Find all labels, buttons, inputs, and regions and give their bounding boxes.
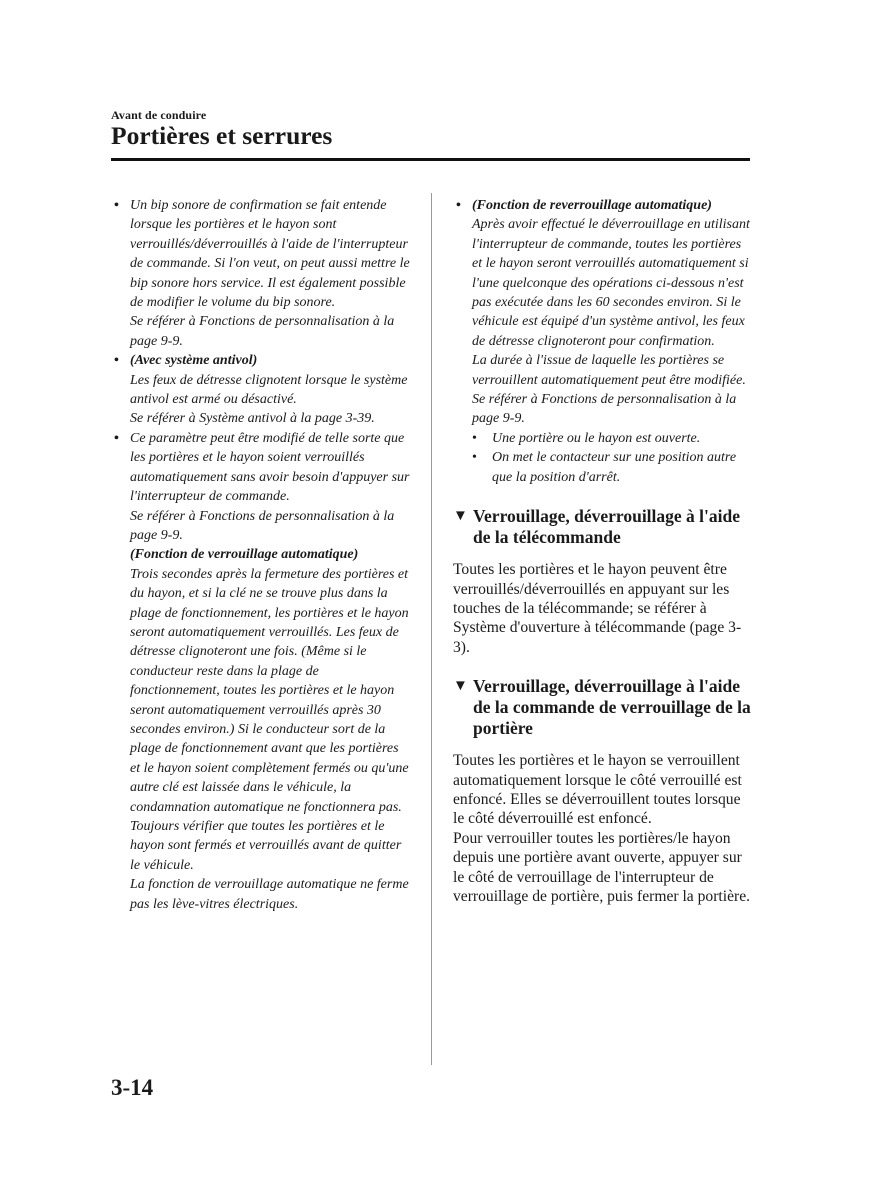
section-heading-remote	[453, 506, 753, 548]
bullet-text: Un bip sonore de confirmation se fait entende lorsque les portières et le hayon sont verrouillés/déverrouillés à l'aide de l'interrupteur de commande. Si l'on veut, on peut aussi mettre le bip sonore hors service. Il est également possible de modifier le volume du bip sonore.	[130, 198, 410, 311]
bullet-text: Ce paramètre peut être modifié de telle sorte que les portières et le hayon soient verrouillés automatiquement sans avoir besoin d'appuyer sur l'interrupteur de commande.	[130, 430, 410, 505]
sub-item-text: Une portière ou le hayon est ouverte.	[492, 430, 701, 446]
section-kicker: Avant de conduire	[111, 108, 207, 122]
bullet-title: (Avec système antivol)	[130, 353, 258, 369]
bullet-marker: •	[456, 198, 461, 213]
triangle-marker-icon: ▼	[453, 508, 468, 525]
bullet-marker: •	[114, 430, 119, 446]
section-body-remote: Toutes les portières et le hayon peuvent être verrouillés/déverrouillés en appuyant sur les touches de la télécommande; se référer à Système d'ouverture à télécommande (page 3-3).	[453, 561, 742, 656]
section-heading-text: Verrouillage, déverrouillage à l'aide de la commande de verrouillage de la portière	[473, 676, 751, 739]
sub-item	[453, 448, 753, 487]
triangle-marker-icon: ▼	[453, 678, 468, 695]
bullet-marker: •	[114, 353, 119, 369]
left-column	[111, 196, 411, 914]
section-body-door-switch-2: Pour verrouiller toutes les portières/le hayon depuis une portière avant ouverte, appuyer sur le côté de verrouillage de l'interrupteur de verrouillage de portière, puis fermer la portière.	[453, 829, 751, 905]
page-number: 3-14	[111, 1075, 154, 1100]
section-body-door-switch: Toutes les portières et le hayon se verrouillent automatiquement lorsque le côté verrouillé est enfoncé. Elles se déverrouillent toutes lorsque le côté déverrouillé est enfoncé.	[453, 752, 742, 828]
page-title: Portières et serrures	[111, 121, 333, 150]
sub-item	[453, 429, 753, 448]
header-rule	[111, 158, 750, 161]
auto-lock-description: Trois secondes après la fermeture des portières et du hayon, et si la clé ne se trouve plus dans la plage de fonctionnement, les portières et le hayon seront automatiquement verrouillés. Les feux de détresse clignoteront une fois. (Même si le conducteur reste dans la plage de fonctionnement, toutes les portières et le hayon seront automatiquement verrouillés après 30 secondes environ.) Si le conducteur sort de la plage de fonctionnement avant que les portières et le hayon soient complètement fermés ou qu'une autre clé est laissée dans le véhicule, la condamnation automatique ne fonctionnera pas. Toujours vérifier que toutes les portières et le hayon sont fermés et verrouillés avant de quitter le véhicule.	[130, 566, 409, 873]
bullet-reference: Se référer à Fonctions de personnalisation à la page 9-9.	[130, 314, 395, 349]
section-heading-door-switch	[453, 676, 753, 739]
bullet-reference: Se référer à Fonctions de personnalisation à la page 9-9.	[130, 508, 395, 543]
subheading-auto-lock: (Fonction de verrouillage automatique)	[130, 547, 359, 563]
bullet-reference: Se référer à Système antivol à la page 3-39.	[130, 411, 375, 427]
bullet-antitheft	[111, 351, 411, 429]
sub-bullet-marker: •	[472, 450, 477, 466]
bullet-title: (Fonction de reverrouillage automatique)	[472, 198, 712, 213]
bullet-marker: •	[114, 198, 119, 213]
bullet-auto-lock-setting	[111, 429, 411, 914]
sub-bullet-marker: •	[472, 430, 477, 446]
bullet-reference: Se référer à Fonctions de personnalisation à la page 9-9.	[472, 392, 737, 427]
bullet-auto-relock	[453, 196, 753, 429]
sub-item-text: On met le contacteur sur une position autre que la position d'arrêt.	[492, 450, 737, 485]
bullet-confirmation-beep	[111, 196, 411, 351]
column-divider	[431, 193, 432, 1065]
bullet-text-2: La durée à l'issue de laquelle les portières se verrouillent automatiquement peut être modifiée.	[472, 353, 746, 388]
auto-lock-note: La fonction de verrouillage automatique ne ferme pas les lève-vitres électriques.	[130, 877, 409, 912]
section-heading-text: Verrouillage, déverrouillage à l'aide de la télécommande	[473, 506, 741, 548]
right-column	[453, 196, 753, 906]
bullet-text: Après avoir effectué le déverrouillage en utilisant l'interrupteur de commande, toutes les portières et le hayon seront verrouillés automatiquement si l'une quelconque des opérations ci-dessous n'est pas exécutée dans les 60 secondes environ. Si le véhicule est équipé d'un système antivol, les feux de détresse clignoteront pour confirmation.	[472, 217, 750, 349]
bullet-text: Les feux de détresse clignotent lorsque le système antivol est armé ou désactivé.	[130, 372, 408, 408]
